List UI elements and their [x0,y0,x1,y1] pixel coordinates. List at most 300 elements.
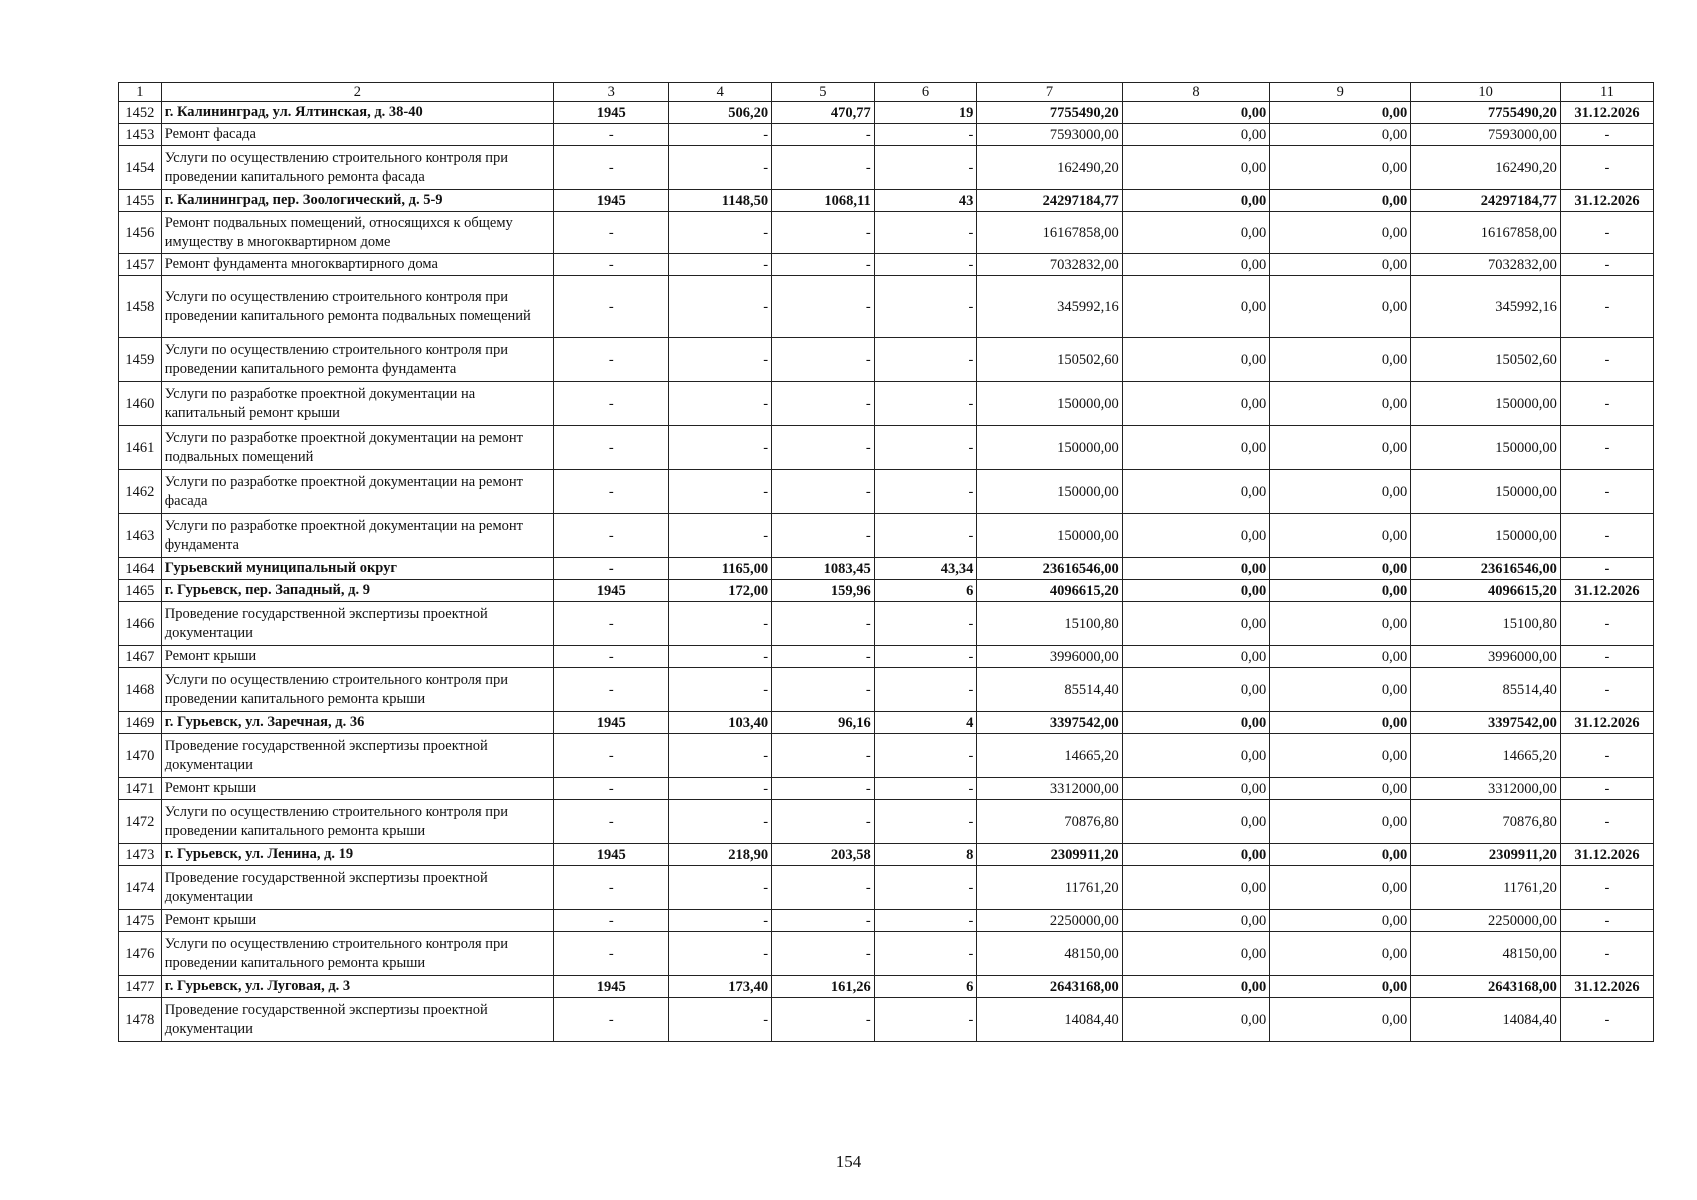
cell-total-cost: 7032832,00 [977,254,1122,276]
cell-row-name: г. Калининград, пер. Зоологический, д. 5-9 [161,190,553,212]
cell-budget-cost: 0,00 [1270,910,1411,932]
cell-row-number: 1456 [119,212,162,254]
cell-row-number: 1459 [119,338,162,382]
cell-row-name: Ремонт крыши [161,646,553,668]
cell-fund-cost: 0,00 [1122,602,1270,646]
cell-total-area: 1165,00 [669,558,772,580]
page-number: 154 [835,1152,862,1171]
cell-residents-count: - [874,866,977,910]
cell-owner-cost: 150000,00 [1411,470,1561,514]
cell-budget-cost: 0,00 [1270,514,1411,558]
cell-owner-cost: 7032832,00 [1411,254,1561,276]
cell-total-cost: 4096615,20 [977,580,1122,602]
header-col-5: 5 [772,83,875,102]
table-row [119,124,1654,146]
cell-budget-cost: 0,00 [1270,276,1411,338]
cell-living-area: - [772,382,875,426]
cell-row-number: 1471 [119,778,162,800]
cell-row-name: Услуги по осуществлению строительного контроля при проведении капитального ремонта подвальных помещений [161,276,553,338]
cell-row-number: 1458 [119,276,162,338]
cell-year-built: - [554,212,669,254]
cell-total-area: - [669,932,772,976]
cell-residents-count: - [874,778,977,800]
cell-total-area: - [669,778,772,800]
cell-row-name: Ремонт крыши [161,778,553,800]
cell-row-name: Проведение государственной экспертизы проектной документации [161,998,553,1042]
cell-living-area: - [772,514,875,558]
cell-total-area: - [669,514,772,558]
cell-owner-cost: 2250000,00 [1411,910,1561,932]
cell-row-name: Услуги по разработке проектной документации на ремонт подвальных помещений [161,426,553,470]
cell-total-area: - [669,124,772,146]
cell-owner-cost: 24297184,77 [1411,190,1561,212]
cell-row-number: 1469 [119,712,162,734]
table-row [119,102,1654,124]
cell-total-area: - [669,338,772,382]
cell-living-area: - [772,866,875,910]
cell-completion-date: 31.12.2026 [1560,580,1653,602]
cell-living-area: 96,16 [772,712,875,734]
cell-row-name: Услуги по осуществлению строительного контроля при проведении капитального ремонта крыши [161,668,553,712]
header-col-10: 10 [1411,83,1561,102]
cell-living-area: 159,96 [772,580,875,602]
cell-budget-cost: 0,00 [1270,338,1411,382]
cell-fund-cost: 0,00 [1122,844,1270,866]
cell-owner-cost: 85514,40 [1411,668,1561,712]
table-row [119,734,1654,778]
cell-year-built: - [554,382,669,426]
cell-total-cost: 11761,20 [977,866,1122,910]
cell-living-area: - [772,646,875,668]
cell-total-cost: 3312000,00 [977,778,1122,800]
cell-living-area: 1068,11 [772,190,875,212]
table-body [119,83,1654,1042]
table-row [119,602,1654,646]
cell-completion-date: - [1560,276,1653,338]
cell-total-area: - [669,602,772,646]
cell-fund-cost: 0,00 [1122,276,1270,338]
cell-residents-count: 19 [874,102,977,124]
cell-completion-date: - [1560,124,1653,146]
cell-owner-cost: 150502,60 [1411,338,1561,382]
cell-year-built: - [554,800,669,844]
cell-total-cost: 2309911,20 [977,844,1122,866]
cell-row-number: 1472 [119,800,162,844]
cell-budget-cost: 0,00 [1270,382,1411,426]
cell-owner-cost: 7593000,00 [1411,124,1561,146]
header-col-1: 1 [119,83,162,102]
cell-budget-cost: 0,00 [1270,712,1411,734]
cell-fund-cost: 0,00 [1122,932,1270,976]
cell-living-area: - [772,800,875,844]
cell-residents-count: - [874,998,977,1042]
cell-row-number: 1463 [119,514,162,558]
cell-fund-cost: 0,00 [1122,190,1270,212]
cell-row-name: Ремонт фундамента многоквартирного дома [161,254,553,276]
cell-year-built: - [554,276,669,338]
table-row [119,866,1654,910]
cell-fund-cost: 0,00 [1122,146,1270,190]
cell-living-area: - [772,338,875,382]
cell-total-cost: 2643168,00 [977,976,1122,998]
cell-budget-cost: 0,00 [1270,102,1411,124]
cell-year-built: - [554,602,669,646]
cell-fund-cost: 0,00 [1122,212,1270,254]
cell-budget-cost: 0,00 [1270,124,1411,146]
cell-budget-cost: 0,00 [1270,470,1411,514]
cell-owner-cost: 2643168,00 [1411,976,1561,998]
cell-residents-count: - [874,602,977,646]
cell-total-area: - [669,426,772,470]
cell-residents-count: - [874,470,977,514]
cell-budget-cost: 0,00 [1270,190,1411,212]
cell-owner-cost: 15100,80 [1411,602,1561,646]
cell-budget-cost: 0,00 [1270,734,1411,778]
table-row [119,212,1654,254]
cell-row-number: 1474 [119,866,162,910]
cell-year-built: - [554,254,669,276]
cell-owner-cost: 150000,00 [1411,514,1561,558]
cell-total-area: - [669,382,772,426]
cell-row-name: Ремонт крыши [161,910,553,932]
cell-row-name: Ремонт фасада [161,124,553,146]
cell-year-built: - [554,426,669,470]
cell-completion-date: 31.12.2026 [1560,712,1653,734]
cell-year-built: 1945 [554,580,669,602]
cell-total-cost: 3397542,00 [977,712,1122,734]
cell-living-area: - [772,734,875,778]
cell-row-name: Услуги по осуществлению строительного контроля при проведении капитального ремонта крыши [161,800,553,844]
cell-total-area: 172,00 [669,580,772,602]
header-col-4: 4 [669,83,772,102]
cell-year-built: - [554,668,669,712]
cell-row-number: 1454 [119,146,162,190]
cell-owner-cost: 7755490,20 [1411,102,1561,124]
cell-residents-count: - [874,276,977,338]
cell-fund-cost: 0,00 [1122,558,1270,580]
cell-year-built: - [554,778,669,800]
table-row [119,646,1654,668]
table-row [119,580,1654,602]
table-row [119,844,1654,866]
cell-completion-date: - [1560,932,1653,976]
cell-living-area: 1083,45 [772,558,875,580]
cell-row-number: 1467 [119,646,162,668]
document-sheet [118,82,1654,1042]
cell-total-area: 103,40 [669,712,772,734]
cell-total-area: 506,20 [669,102,772,124]
table-row [119,932,1654,976]
cell-total-cost: 48150,00 [977,932,1122,976]
cell-total-cost: 24297184,77 [977,190,1122,212]
cell-row-name: Гурьевский муниципальный округ [161,558,553,580]
cell-living-area: - [772,254,875,276]
cell-residents-count: - [874,668,977,712]
cell-budget-cost: 0,00 [1270,254,1411,276]
cell-living-area: - [772,276,875,338]
cell-row-name: г. Гурьевск, ул. Луговая, д. 3 [161,976,553,998]
table-row [119,190,1654,212]
cell-row-number: 1470 [119,734,162,778]
cell-residents-count: 6 [874,580,977,602]
cell-residents-count: - [874,212,977,254]
cell-owner-cost: 3312000,00 [1411,778,1561,800]
cell-completion-date: - [1560,470,1653,514]
cell-owner-cost: 3996000,00 [1411,646,1561,668]
cell-residents-count: - [874,646,977,668]
table-row [119,514,1654,558]
cell-budget-cost: 0,00 [1270,778,1411,800]
cell-year-built: - [554,734,669,778]
cell-budget-cost: 0,00 [1270,976,1411,998]
cell-total-cost: 70876,80 [977,800,1122,844]
cell-completion-date: - [1560,998,1653,1042]
cell-completion-date: 31.12.2026 [1560,190,1653,212]
cell-year-built: - [554,932,669,976]
cell-budget-cost: 0,00 [1270,932,1411,976]
header-col-8: 8 [1122,83,1270,102]
cell-fund-cost: 0,00 [1122,976,1270,998]
cell-row-name: г. Гурьевск, ул. Заречная, д. 36 [161,712,553,734]
cell-living-area: - [772,778,875,800]
cell-year-built: - [554,646,669,668]
cell-row-name: Услуги по осуществлению строительного контроля при проведении капитального ремонта фундамента [161,338,553,382]
cell-owner-cost: 70876,80 [1411,800,1561,844]
cell-residents-count: 4 [874,712,977,734]
cell-total-cost: 23616546,00 [977,558,1122,580]
cell-budget-cost: 0,00 [1270,146,1411,190]
cell-living-area: - [772,998,875,1042]
cell-completion-date: - [1560,646,1653,668]
cell-year-built: - [554,146,669,190]
cell-living-area: - [772,602,875,646]
cell-owner-cost: 4096615,20 [1411,580,1561,602]
cell-owner-cost: 11761,20 [1411,866,1561,910]
cell-total-cost: 150000,00 [977,382,1122,426]
cell-completion-date: - [1560,212,1653,254]
cell-residents-count: - [874,734,977,778]
cell-year-built: - [554,338,669,382]
cell-owner-cost: 14665,20 [1411,734,1561,778]
cell-living-area: - [772,212,875,254]
cell-residents-count: - [874,146,977,190]
cell-completion-date: - [1560,800,1653,844]
cell-owner-cost: 16167858,00 [1411,212,1561,254]
cell-row-name: Проведение государственной экспертизы проектной документации [161,734,553,778]
header-col-9: 9 [1270,83,1411,102]
cell-owner-cost: 150000,00 [1411,426,1561,470]
cell-budget-cost: 0,00 [1270,580,1411,602]
cell-owner-cost: 23616546,00 [1411,558,1561,580]
cell-budget-cost: 0,00 [1270,426,1411,470]
cell-year-built: 1945 [554,190,669,212]
cell-total-area: - [669,646,772,668]
cell-budget-cost: 0,00 [1270,668,1411,712]
cell-row-name: Проведение государственной экспертизы проектной документации [161,602,553,646]
cell-completion-date: - [1560,514,1653,558]
cell-fund-cost: 0,00 [1122,426,1270,470]
cell-row-number: 1476 [119,932,162,976]
cell-residents-count: - [874,254,977,276]
cell-year-built: - [554,558,669,580]
cell-living-area: - [772,932,875,976]
cell-living-area: - [772,146,875,190]
cell-total-cost: 14665,20 [977,734,1122,778]
table-row [119,146,1654,190]
cell-row-number: 1466 [119,602,162,646]
cell-total-cost: 7755490,20 [977,102,1122,124]
cell-fund-cost: 0,00 [1122,734,1270,778]
cell-row-name: Услуги по осуществлению строительного контроля при проведении капитального ремонта фасада [161,146,553,190]
table-row [119,470,1654,514]
cell-row-name: г. Гурьевск, ул. Ленина, д. 19 [161,844,553,866]
cell-total-cost: 150000,00 [977,426,1122,470]
header-col-3: 3 [554,83,669,102]
table-row [119,778,1654,800]
cell-total-area: - [669,276,772,338]
cell-fund-cost: 0,00 [1122,646,1270,668]
cell-living-area: - [772,668,875,712]
cell-budget-cost: 0,00 [1270,866,1411,910]
cell-residents-count: 43 [874,190,977,212]
cell-year-built: 1945 [554,712,669,734]
cell-total-area: - [669,800,772,844]
cell-row-number: 1465 [119,580,162,602]
repair-program-table [118,82,1654,1042]
cell-total-cost: 3996000,00 [977,646,1122,668]
cell-completion-date: - [1560,146,1653,190]
cell-residents-count: - [874,426,977,470]
cell-row-number: 1457 [119,254,162,276]
cell-total-cost: 162490,20 [977,146,1122,190]
cell-living-area: - [772,470,875,514]
cell-year-built: - [554,910,669,932]
cell-total-area: - [669,998,772,1042]
table-row [119,426,1654,470]
cell-completion-date: - [1560,426,1653,470]
cell-residents-count: 8 [874,844,977,866]
cell-fund-cost: 0,00 [1122,998,1270,1042]
table-row [119,338,1654,382]
cell-row-name: Ремонт подвальных помещений, относящихся к общему имуществу в многоквартирном доме [161,212,553,254]
cell-total-area: - [669,734,772,778]
cell-completion-date: - [1560,866,1653,910]
cell-owner-cost: 345992,16 [1411,276,1561,338]
cell-residents-count: - [874,932,977,976]
cell-total-cost: 150000,00 [977,470,1122,514]
header-col-2: 2 [161,83,553,102]
cell-living-area: - [772,124,875,146]
table-row [119,910,1654,932]
cell-fund-cost: 0,00 [1122,800,1270,844]
cell-completion-date: - [1560,602,1653,646]
cell-living-area: - [772,910,875,932]
cell-residents-count: - [874,910,977,932]
cell-total-area: - [669,470,772,514]
cell-owner-cost: 14084,40 [1411,998,1561,1042]
cell-row-number: 1464 [119,558,162,580]
cell-completion-date: - [1560,254,1653,276]
header-col-11: 11 [1560,83,1653,102]
header-col-6: 6 [874,83,977,102]
cell-fund-cost: 0,00 [1122,382,1270,426]
cell-fund-cost: 0,00 [1122,580,1270,602]
cell-fund-cost: 0,00 [1122,338,1270,382]
cell-row-number: 1460 [119,382,162,426]
cell-budget-cost: 0,00 [1270,602,1411,646]
cell-row-name: Услуги по разработке проектной документации на ремонт фасада [161,470,553,514]
cell-completion-date: - [1560,558,1653,580]
cell-total-area: - [669,212,772,254]
cell-living-area: 470,77 [772,102,875,124]
cell-total-cost: 7593000,00 [977,124,1122,146]
cell-row-number: 1453 [119,124,162,146]
cell-total-area: 218,90 [669,844,772,866]
cell-residents-count: - [874,382,977,426]
cell-residents-count: - [874,338,977,382]
cell-fund-cost: 0,00 [1122,712,1270,734]
cell-total-area: - [669,866,772,910]
cell-fund-cost: 0,00 [1122,778,1270,800]
cell-row-name: Услуги по разработке проектной документации на капитальный ремонт крыши [161,382,553,426]
cell-budget-cost: 0,00 [1270,646,1411,668]
cell-row-number: 1477 [119,976,162,998]
cell-row-number: 1462 [119,470,162,514]
cell-total-area: - [669,254,772,276]
cell-owner-cost: 48150,00 [1411,932,1561,976]
cell-total-area: - [669,668,772,712]
cell-fund-cost: 0,00 [1122,910,1270,932]
table-row [119,254,1654,276]
cell-total-area: 173,40 [669,976,772,998]
cell-budget-cost: 0,00 [1270,558,1411,580]
cell-year-built: 1945 [554,102,669,124]
cell-total-cost: 85514,40 [977,668,1122,712]
cell-fund-cost: 0,00 [1122,102,1270,124]
cell-row-name: Услуги по осуществлению строительного контроля при проведении капитального ремонта крыши [161,932,553,976]
header-col-7: 7 [977,83,1122,102]
cell-total-area: 1148,50 [669,190,772,212]
cell-row-number: 1473 [119,844,162,866]
cell-year-built: - [554,866,669,910]
cell-fund-cost: 0,00 [1122,254,1270,276]
cell-completion-date: - [1560,668,1653,712]
cell-total-cost: 15100,80 [977,602,1122,646]
cell-budget-cost: 0,00 [1270,998,1411,1042]
cell-completion-date: 31.12.2026 [1560,976,1653,998]
cell-owner-cost: 150000,00 [1411,382,1561,426]
table-row [119,976,1654,998]
cell-completion-date: 31.12.2026 [1560,102,1653,124]
cell-residents-count: - [874,124,977,146]
cell-row-number: 1461 [119,426,162,470]
cell-residents-count: 6 [874,976,977,998]
table-row [119,558,1654,580]
cell-owner-cost: 162490,20 [1411,146,1561,190]
cell-living-area: 203,58 [772,844,875,866]
cell-completion-date: - [1560,338,1653,382]
cell-total-cost: 150000,00 [977,514,1122,558]
column-number-header-row [119,83,1654,102]
cell-year-built: 1945 [554,976,669,998]
table-row [119,712,1654,734]
cell-total-cost: 2250000,00 [977,910,1122,932]
cell-fund-cost: 0,00 [1122,866,1270,910]
cell-row-name: Проведение государственной экспертизы проектной документации [161,866,553,910]
cell-budget-cost: 0,00 [1270,844,1411,866]
cell-row-name: Услуги по разработке проектной документации на ремонт фундамента [161,514,553,558]
cell-completion-date: - [1560,734,1653,778]
